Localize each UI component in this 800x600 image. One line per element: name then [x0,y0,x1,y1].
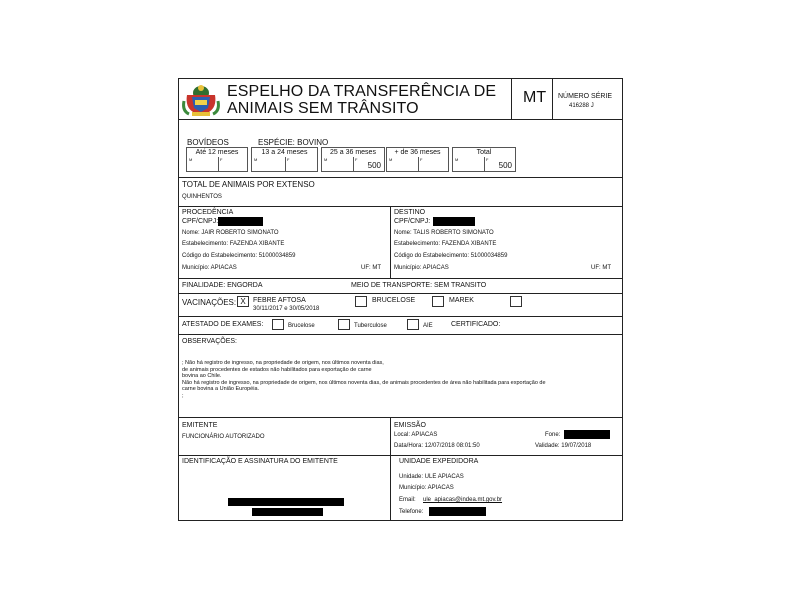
brucelose-exam-checkbox[interactable] [272,319,284,330]
observacao-line: bovina ao Chile. [182,373,222,379]
unidade-telefone-redacted [429,507,486,516]
destino-estabelecimento: Estabelecimento: FAZENDA XIBANTE [394,241,497,247]
observacao-line: ; [182,392,184,399]
destino-cpf-label: CPF/CNPJ: [394,218,431,225]
destino-nome: Nome: TALIS ROBERTO SIMONATO [394,230,494,236]
identificacao-label: IDENTIFICAÇÃO E ASSINATURA DO EMITENTE [182,458,338,465]
destino-cpf-redacted [433,217,475,226]
age-group-box: 13 a 24 meses M F [251,147,318,172]
procedencia-nome: Nome: JAIR ROBERTO SIMONATO [182,230,279,236]
certificado-label: CERTIFICADO: [451,321,501,328]
emitente-value: FUNCIONÁRIO AUTORIZADO [182,434,265,440]
age-group-box: Até 12 meses M F [186,147,248,172]
unidade-telefone-label: Telefone: [399,509,424,515]
procedencia-municipio: Município: APIACAS [182,265,237,271]
age-group-box-total: Total M F 500 [452,147,516,172]
emitente-label: EMITENTE [182,422,218,429]
document-title-line-2: ANIMAIS SEM TRÂNSITO [227,100,419,117]
procedencia-title: PROCEDÊNCIA [182,209,234,216]
tuberculose-checkbox[interactable] [338,319,350,330]
observacao-line: Não há registro de ingresso, na propriedade de origem, nos últimos noventa dias, de animais procedentes de área não habilitada para exportação de [182,379,546,386]
species-label: ESPÉCIE: BOVINO [258,138,329,147]
unidade-nome: Unidade: ULE APIACAS [399,474,464,480]
document-title-line-1: ESPELHO DA TRANSFERÊNCIA DE [227,83,497,100]
document [178,78,623,521]
unidade-email-label: Email: [399,497,416,503]
destino-municipio: Município: APIACAS [394,265,449,271]
destino-codigo: Código do Estabelecimento: 51000034859 [394,253,508,259]
procedencia-cpf-label: CPF/CNPJ: [182,218,219,225]
finalidade: FINALIDADE: ENGORDA [182,282,263,289]
age-group-box: + de 36 meses M F [386,147,449,172]
category-label: BOVÍDEOS [187,138,229,147]
state-code: MT [523,89,547,106]
vacinacoes-label: VACINAÇÕES: [182,298,237,307]
emissao-datahora: Data/Hora: 12/07/2018 08:01:50 [394,443,480,449]
age-group-box: 25 a 36 meses M F 500 [321,147,385,172]
unidade-email[interactable]: ule_apiacas@indea.mt.gov.br [423,497,503,503]
observacao-line: carne bovina a União Européia. [182,386,260,392]
coat-of-arms-icon [181,81,222,118]
signature-redacted [228,498,344,506]
procedencia-cpf-redacted [218,217,263,226]
unidade-municipio: Município: APIACAS [399,485,454,491]
other-vac-checkbox[interactable] [510,296,522,307]
total-extenso-label: TOTAL DE ANIMAIS POR EXTENSO [182,180,315,189]
serie-value: 416288 J [569,103,594,109]
destino-title: DESTINO [394,209,426,216]
unidade-label: UNIDADE EXPEDIDORA [399,458,479,465]
procedencia-codigo: Código do Estabelecimento: 51000034859 [182,253,296,259]
emissao-fone-label: Fone: [545,432,561,438]
aie-label: AIE [423,323,433,329]
observacoes-label: OBSERVAÇÕES: [182,338,237,345]
serie-label: NÚMERO SÉRIE [558,93,613,100]
procedencia-uf: UF: MT [361,265,381,271]
emissao-label: EMISSÃO [394,422,426,429]
emissao-local: Local: APIACAS [394,432,438,438]
observacao-line: ; Não há registro de ingresso, na propriedade de origem, nos últimos noventa dias, [182,360,384,366]
signature-name-redacted [252,508,323,516]
total-extenso-value: QUINHENTOS [182,194,222,200]
meio-transporte: MEIO DE TRANSPORTE: SEM TRANSITO [351,282,487,289]
procedencia-estabelecimento: Estabelecimento: FAZENDA XIBANTE [182,241,285,247]
marek-checkbox[interactable] [432,296,444,307]
observacao-line: de animais procedentes de estados não habilitados para exportação de carne [182,366,372,373]
emissao-fone-redacted [564,430,610,439]
exames-label: ATESTADO DE EXAMES: [182,321,264,328]
observacoes-text [182,360,546,399]
brucelose-vac-checkbox[interactable] [355,296,367,307]
brucelose-vac-label: BRUCELOSE [372,297,416,304]
aftosa-label: FEBRE AFTOSA [253,297,306,304]
marek-label: MAREK [449,297,474,304]
aie-checkbox[interactable] [407,319,419,330]
aftosa-dates: 30/11/2017 e 30/05/2018 [253,306,320,312]
aftosa-checkbox[interactable]: X [237,296,249,307]
emissao-validade: Validade: 19/07/2018 [535,443,592,449]
brucelose-exam-label: Brucelose [288,323,315,329]
destino-uf: UF: MT [591,265,611,271]
tuberculose-label: Tuberculose [354,323,387,329]
